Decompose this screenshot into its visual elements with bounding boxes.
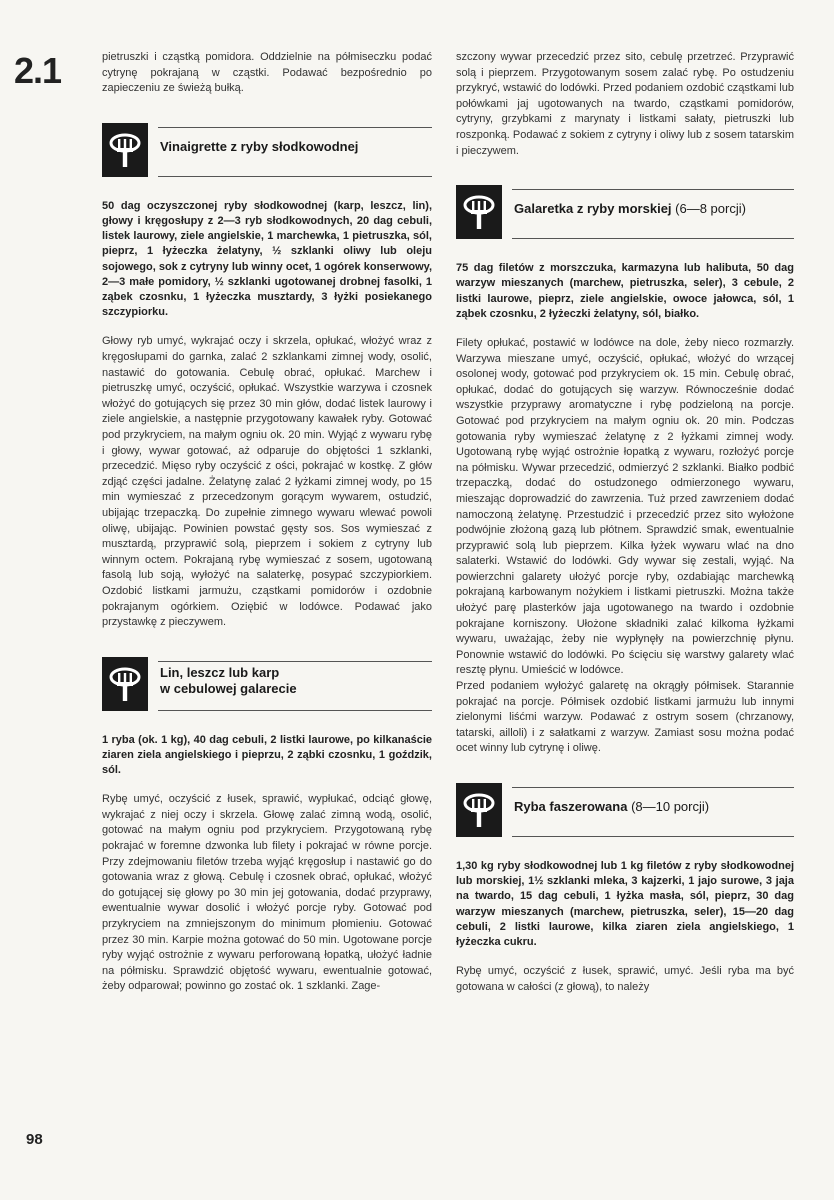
recipe-title-line1: Lin, leszcz lub karp bbox=[160, 664, 280, 680]
fork-plate-icon bbox=[456, 185, 502, 239]
method-text: Rybę umyć, oczyścić z łusek, sprawić, umyć. Jeśli ryba ma być gotowana w całości (z głową), to należy bbox=[456, 965, 794, 993]
recipe-portions: (8—10 porcji) bbox=[631, 799, 710, 814]
divider bbox=[158, 127, 432, 128]
method-text: Głowy ryb umyć, wykrajać oczy i skrzela, opłukać, włożyć wraz z kręgosłupami do garnka, zalać 2 szklankami zimnej wody, osolić, nastawić do gotowania. Cebulę obrać, opłukać. Marchew i pietruszkę umyć, oczyścić, opłukać. Wszystkie warzywa i czosnek włożyć do gotujących się przez 30 min głów, dodać listek laurowy i ziele angielskie, a następnie przygotowany kawałek ryby. Gotować pod przykryciem, na małym ogniu ok. 20 min. Wyjąć z wywaru rybę i głowy, wywar gotować, aż odparuje do objętości 1 szklanki, przecedzić. Mięso ryby oczyścić z ości, pokrajać w kostkę. Z głów zdjąć części jadalne. Żelatynę zalać 2 łyżkami zimnej wody, po 15 min wymieszać z przecedzonym gorącym wywarem, ostudzić, ubijając trzepaczką. Do zupełnie zimnego wywaru wlewać powoli oliwę, ubijając. Powinien powstać gęsty sos. Sos wymieszać z musztardą, przyprawić solą, pieprzem i sokiem z cytryny lub winnym octem. Pokrajaną rybę wymieszać z sosem, ugotowaną fasolą lub soją, wyłożyć na salaterkę, posypać szczypiorkiem. Ozdobić listkami jarmużu, cząstkami pomidorów i ozdobnie pokrajanym ogórkiem. Oziębić w lodówce. Podawać jako przystawkę z pieczywem. bbox=[102, 335, 432, 629]
recipe-header bbox=[102, 657, 432, 719]
page-number: 98 bbox=[26, 1131, 43, 1148]
recipe-header bbox=[102, 123, 432, 185]
divider bbox=[158, 661, 432, 662]
intro-text: szczony wywar przecedzić przez sito, cebulę przetrzeć. Przyprawić solą i pieprzem. Przygotowanym sosem zalać rybę. Po ostudzeniu przykryć, wstawić do lodówki. Przed podaniem ozdobić cząstkami lub połówkami jaj ugotowanych na twardo, cząstkami pomidorów, cytryny, grzybkami z marynaty i listkami sałaty, pietruszki lub roszponką. Podawać z sokiem z cytryny i oliwy lub z sosem tatarskim i pieczywem. bbox=[456, 51, 794, 157]
divider bbox=[512, 787, 794, 788]
ingredients: 1 ryba (ok. 1 kg), 40 dag cebuli, 2 listki laurowe, po kilkanaście ziaren ziela angielskiego i pieprzu, 2 ząbki czosnku, 1 goździk, sól. bbox=[102, 733, 432, 777]
ingredients: 50 dag oczyszczonej ryby słodkowodnej (karp, leszcz, lin), głowy i kręgosłupy z 2—3 ryb słodkowodnych, 20 dag cebuli, listek laurowy, ziele angielskie, 1 marchewka, 1 pietruszka, sól, pieprz, 1 łyżeczka żelatyny, ½ szklanki oliwy lub oleju sojowego, sok z cytryny lub winny ocet, 1 ogórek konserwowy, 2—3 małe pomidory, ½ szklanki ugotowanej drobnej fasolki, 1 ząbek czosnku, 1 łyżeczka musztardy, 3 łyżki posiekanego szczypiorku. bbox=[102, 199, 432, 319]
fork-plate-icon bbox=[102, 123, 148, 177]
recipe-title-text: Ryba faszerowana bbox=[514, 799, 628, 814]
section-number: 2.1 bbox=[14, 50, 62, 91]
ingredients: 75 dag filetów z morszczuka, karmazyna lub halibuta, 50 dag warzyw mieszanych (marchew, pietruszka, seler), 3 cebule, 2 listki laurowe, pieprz, ziele angielskie, owoce jałowca, sól, 1 ząbek czosnku, 2 łyżeczki żelatyny, sól, białko. bbox=[456, 262, 794, 320]
divider bbox=[512, 238, 794, 239]
divider bbox=[512, 189, 794, 190]
divider bbox=[512, 836, 794, 837]
recipe-header bbox=[456, 783, 794, 845]
divider bbox=[158, 710, 432, 711]
ingredients: 1,30 kg ryby słodkowodnej lub 1 kg filetów z ryby słodkowodnej lub morskiej, 1½ szklanki mleka, 3 kajzerki, 1 jajo surowe, 3 jaja na twardo, 15 dag cebuli, 1 łyżka masła, sól, pieprz, 30 dag warzyw mieszanych (marchew, pietruszka, seler), 15—20 dag cebuli, 2 listki laurowe, kilka ziaren ziela angielskiego, 1 łyżeczka cukru. bbox=[456, 860, 794, 949]
method-text: Filety opłukać, postawić w lodówce na dole, żeby nieco rozmarzły. Warzywa mieszane umyć, oczyścić, opłukać, włożyć do wrzącej osolonej wody, gotować pod przykryciem ok. 15 min. Cebulę obrać, opłukać, dodać do gotujących się warzyw. Równocześnie dodać wszystkie przyprawy aromatyczne i rybę podzieloną na porcje. Gotować pod przykryciem na małym ogniu ok. 20 min. Podczas gotowania ryby wymieszać żelatynę z 2 łyżkami zimnej wody. Ugotowaną rybę wyjąć ostrożnie łopatką z wywaru, rozłożyć porcje na półmisku. Wywar przecedzić, odmierzyć 2 szklanki. Białko podbić trzepaczką, dodać do ostudzonego odmierzonego wywaru, mieszając doprowadzić do zawrzenia. Tuż przed zawrzeniem dodać namoczoną żelatynę. Przestudzić i przecedzić przez sito wyłożone podwójnie złożoną gazą lub płótnem. Sprawdzić smak, ewentualnie przyprawić solą lub pieprzem. Kilka łyżek wywaru wlać na dno salaterki. Wstawić do lodówki. Gdy wywar się zestali, wyjąć. Na powierzchni galarety ułożyć porcje ryby, ozdabiając marchewką pokrajaną karbowanym nożykiem i listkami pietruszki. Można także ułożyć parę plasterków jaja ugotowanego na twardo i ozdobnie pokrajane korniszony. Ułożone składniki zalać kilkoma łyżkami wywaru, uważając, żeby nie wypłynęły na powierzchnię płynu. Ponownie wstawić do lodówki. Po ścięciu się warstwy galarety wlać resztę płynu. Umieścić w lodówce. Przed podaniem wyłożyć galaretę na okrągły półmisek. Starannie pokrajać na porcje. Półmisek ozdobić listkami jarmużu lub innymi zielonymi liśćmi warzyw. Podawać z ostrym sosem (chrzanowy, tatarski, ailloli) i z sałatkami z warzyw. Zamiast sosu można podać ocet winny lub cytrynę i oliwę. bbox=[456, 336, 794, 755]
divider bbox=[158, 176, 432, 177]
fork-plate-icon bbox=[102, 657, 148, 711]
recipe-title bbox=[514, 799, 794, 815]
recipe-title: Vinaigrette z ryby słodkowodnej bbox=[160, 138, 359, 154]
recipe-header bbox=[456, 185, 794, 247]
left-column bbox=[102, 50, 432, 995]
recipe-title-line2: w cebulowej galarecie bbox=[160, 680, 297, 696]
right-column bbox=[456, 50, 794, 995]
intro-text: pietruszki i cząstką pomidora. Oddzielnie na półmiseczku podać cytrynę pokrajaną w cząstki. Podawać bezpośrednio po zapieczeniu ze świeżą bułką. bbox=[102, 51, 432, 95]
fork-plate-icon bbox=[456, 783, 502, 837]
recipe-title bbox=[514, 201, 794, 217]
method-text: Rybę umyć, oczyścić z łusek, sprawić, wypłukać, odciąć głowę, wykrajać z niej oczy i skrzela. Głowę zalać zimną wodą, osolić, gotować na małym ogniu pod przykryciem. Przygotowaną rybę pokrajać w foremne dzwonka lub filety i pokrajać w równe porcje. Przy zdejmowaniu filetów trzeba wyjąć kręgosłup i nastawić go do gotowania wraz z głową. Cebulę i czosnek obrać, opłukać, włożyć do gotującej się głowy po 30 min jej gotowania, dodać przyprawy, ewentualnie wywar dosolić i włożyć porcje ryby. Gotować pod przykryciem na zmniejszonym do minimum płomieniu. Gotować przez 30 min. Karpie można gotować do 50 min. Ugotowane porcje ryby wyjąć ostrożnie z wywaru perforowaną łopatką, ułożyć ładnie na półmisku. Sprawdzić objętość wywaru, ewentualnie gotować, żeby odparował; powinno go zostać ok. 1 szklanki. Zage- bbox=[102, 793, 432, 993]
recipe-portions: (6—8 porcji) bbox=[675, 201, 746, 217]
recipe-title bbox=[160, 665, 432, 697]
recipe-title-text: Galaretka z ryby morskiej bbox=[514, 201, 672, 217]
